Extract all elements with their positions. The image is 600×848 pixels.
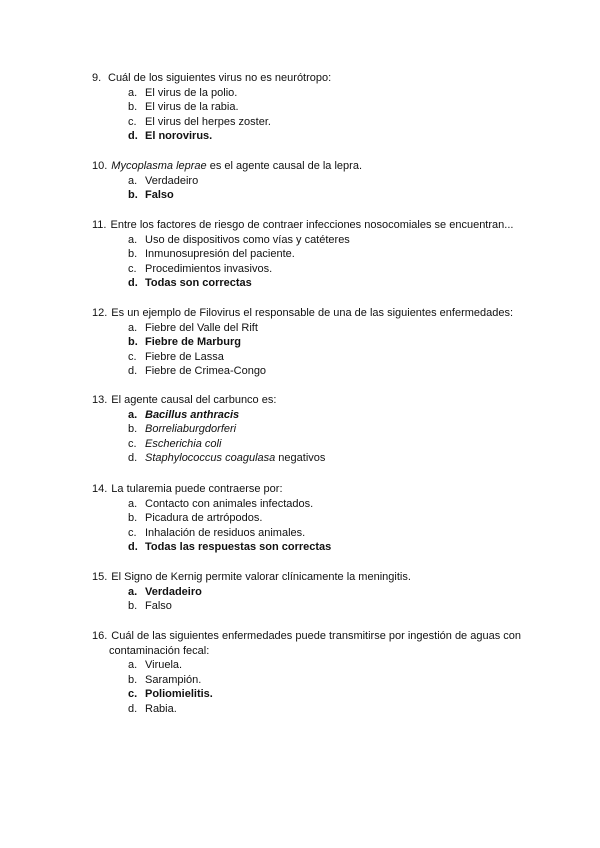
option-d-correct: d. Todas las respuestas son correctas (128, 541, 332, 554)
option-b: b. Inmunosupresión del paciente. (128, 248, 295, 261)
option-b: b. Picadura de artrópodos. (128, 512, 263, 525)
option-a: a. Viruela. (128, 659, 183, 671)
option-d: d. Rabia. (128, 702, 177, 715)
question-text: 11. Entre los factores de riesgo de contraer infecciones nosocomiales se encuentran... (92, 219, 514, 231)
option-d-correct: d. Todas son correctas (128, 277, 252, 290)
question-text: 15. El Signo de Kernig permite valorar clínicamente la meningitis. (92, 571, 411, 583)
question-11 (92, 218, 532, 291)
option-a: a. El virus de la polio. (128, 86, 238, 99)
option-c: c. Fiebre de Lassa (128, 350, 224, 363)
question-text: 9. Cuál de los siguientes virus no es neurótropo: (92, 72, 332, 84)
option-c-correct: c. Poliomielitis. (128, 688, 213, 701)
option-a: a. Verdadeiro (128, 174, 199, 187)
option-b-correct: b. Falso (128, 189, 174, 202)
question-12 (92, 306, 532, 379)
question-9 (92, 71, 532, 144)
option-d: d. Fiebre de Crimea-Congo (128, 365, 267, 378)
question-14 (92, 482, 532, 555)
option-b: b. Sarampión. (128, 673, 202, 686)
option-a: a. Fiebre del Valle del Rift (128, 321, 258, 334)
question-15 (92, 570, 532, 614)
option-b: b. Falso (128, 600, 172, 613)
option-a-correct: a. Bacillus anthracis (128, 408, 240, 421)
option-c: c. Inhalación de residuos animales. (128, 526, 306, 539)
question-text: 10. Mycoplasma leprae es el agente causal de la lepra. (92, 160, 362, 172)
question-16 (92, 629, 532, 716)
question-text: 14. La tularemia puede contraerse por: (92, 483, 283, 495)
question-10 (92, 159, 532, 203)
option-b-correct: b. Fiebre de Marburg (128, 336, 241, 349)
option-a: a. Contacto con animales infectados. (128, 497, 314, 510)
option-b: b. El virus de la rabia. (128, 101, 239, 114)
question-text: 13. El agente causal del carbunco es: (92, 394, 277, 406)
option-c: c. El virus del herpes zoster. (128, 115, 271, 128)
option-b: b. Borreliaburgdorferi (128, 423, 237, 436)
option-a: a. Uso de dispositivos como vías y catéteres (128, 233, 350, 246)
question-text-continuation: contaminación fecal: (109, 644, 210, 657)
option-d-correct: d. El norovirus. (128, 130, 213, 143)
question-text: 12. Es un ejemplo de Filovirus el responsable de una de las siguientes enfermedades: (92, 307, 514, 319)
option-d: d. Staphylococcus coagulasa negativos (128, 452, 326, 465)
option-c: c. Escherichia coli (128, 437, 222, 450)
option-a-correct: a. Verdadeiro (128, 585, 202, 598)
question-13 (92, 393, 532, 466)
question-text: 16. Cuál de las siguientes enfermedades puede transmitirse por ingestión de aguas con (92, 630, 521, 642)
option-c: c. Procedimientos invasivos. (128, 262, 273, 275)
